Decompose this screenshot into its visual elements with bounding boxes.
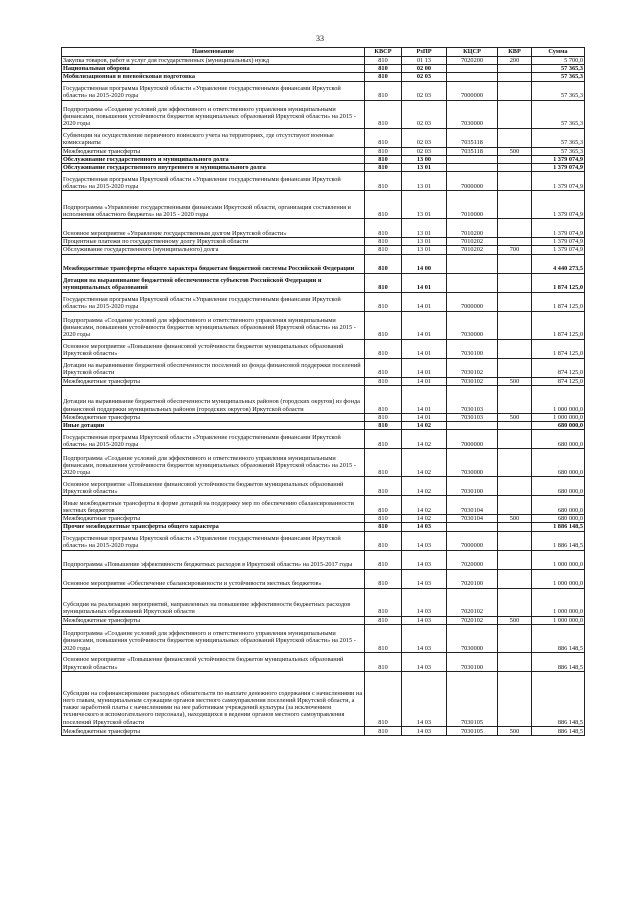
cell-kvsr: 810 [365, 273, 402, 292]
table-row [62, 81, 585, 100]
cell-rzpr: 14 03 [402, 550, 447, 569]
cell-name: Государственная программа Иркутской области «Управление государственными финансами Иркутской области» на 2015-2020 годы [62, 531, 365, 550]
table-row [62, 100, 585, 128]
cell-sum: 886 148,5 [532, 671, 585, 726]
cell-name: Закупка товаров, работ и услуг для государственных (муниципальных) нужд [62, 57, 365, 65]
cell-kcsr [447, 422, 498, 430]
cell-kcsr: 7020200 [447, 57, 498, 65]
cell-kvsr: 810 [365, 57, 402, 65]
cell-rzpr: 14 03 [402, 523, 447, 531]
cell-kvr [498, 523, 532, 531]
table-row [62, 413, 585, 421]
cell-kvr: 500 [498, 413, 532, 421]
cell-kvr [498, 219, 532, 238]
table-row [62, 496, 585, 515]
cell-kvsr: 810 [365, 726, 402, 735]
table-row [62, 147, 585, 155]
table-row [62, 588, 585, 616]
cell-sum: 1 379 074,9 [532, 172, 585, 191]
cell-kvr [498, 164, 532, 172]
cell-name: Процентные платежи по государственному долгу Иркутской области [62, 238, 365, 246]
cell-kvr [498, 496, 532, 515]
cell-kcsr [447, 273, 498, 292]
cell-rzpr: 14 03 [402, 569, 447, 588]
cell-sum: 1 000 000,0 [532, 413, 585, 421]
cell-kcsr: 7000000 [447, 172, 498, 191]
cell-sum: 1 874 125,0 [532, 273, 585, 292]
table-row [62, 515, 585, 523]
table-row [62, 377, 585, 385]
cell-name: Дотации на выравнивание бюджетной обеспеченности субъектов Российской Федерации и муниципальных образований [62, 273, 365, 292]
cell-name: Государственная программа Иркутской области «Управление государственными финансами Иркутской области» на 2015-2020 годы [62, 292, 365, 311]
table-row [62, 246, 585, 254]
cell-sum: 1 000 000,0 [532, 385, 585, 413]
cell-kvr [498, 254, 532, 273]
cell-rzpr: 14 03 [402, 652, 447, 671]
cell-sum: 1 886 148,5 [532, 531, 585, 550]
cell-sum: 680 000,0 [532, 430, 585, 449]
cell-kvsr: 810 [365, 496, 402, 515]
cell-sum: 57 365,3 [532, 128, 585, 147]
cell-kvr [498, 311, 532, 339]
cell-rzpr: 14 02 [402, 515, 447, 523]
table-row [62, 219, 585, 238]
cell-kvr [498, 73, 532, 81]
cell-sum: 1 379 074,9 [532, 238, 585, 246]
cell-kvr: 500 [498, 147, 532, 155]
cell-rzpr: 14 01 [402, 358, 447, 377]
cell-sum: 680 000,0 [532, 496, 585, 515]
cell-kvsr: 810 [365, 254, 402, 273]
cell-rzpr: 14 02 [402, 477, 447, 496]
cell-kcsr: 7030102 [447, 377, 498, 385]
cell-kvsr: 810 [365, 311, 402, 339]
table-body [62, 57, 585, 736]
cell-kvsr: 810 [365, 73, 402, 81]
cell-kcsr: 7030105 [447, 726, 498, 735]
header-kvr: КВР [498, 48, 532, 57]
table-row [62, 430, 585, 449]
cell-kcsr: 7010202 [447, 238, 498, 246]
cell-kcsr: 7020102 [447, 616, 498, 624]
cell-sum: 680 000,0 [532, 515, 585, 523]
cell-rzpr: 14 01 [402, 292, 447, 311]
cell-name: Национальная оборона [62, 65, 365, 73]
table-row [62, 57, 585, 65]
cell-name: Субвенции на осуществление первичного воинского учета на территориях, где отсутствуют военные комиссариаты [62, 128, 365, 147]
cell-kcsr: 7020000 [447, 550, 498, 569]
cell-sum: 1 874 125,0 [532, 311, 585, 339]
cell-name: Основное мероприятие «Повышение финансовой устойчивости бюджетов муниципальных образований Иркутской области» [62, 477, 365, 496]
cell-sum: 57 365,3 [532, 147, 585, 155]
cell-kvsr: 810 [365, 246, 402, 254]
table-row [62, 550, 585, 569]
cell-sum: 1 379 074,9 [532, 246, 585, 254]
cell-rzpr: 14 01 [402, 413, 447, 421]
cell-rzpr: 13 01 [402, 246, 447, 254]
cell-kcsr [447, 254, 498, 273]
cell-rzpr: 13 01 [402, 219, 447, 238]
cell-kcsr: 7030104 [447, 496, 498, 515]
cell-rzpr: 02 03 [402, 73, 447, 81]
cell-name: Межбюджетные трансферты [62, 726, 365, 735]
table-row [62, 155, 585, 163]
cell-name: Субсидия на реализацию мероприятий, направленных на повышение эффективности бюджетных расходов муниципальных образований Иркутской области [62, 588, 365, 616]
cell-kcsr: 7035118 [447, 128, 498, 147]
cell-name: Основное мероприятие «Обеспечение сбалансированности и устойчивости местных бюджетов» [62, 569, 365, 588]
cell-kvsr: 810 [365, 652, 402, 671]
cell-name: Государственная программа Иркутской области «Управление государственными финансами Иркутской области» на 2015-2020 годы [62, 172, 365, 191]
table-row [62, 254, 585, 273]
cell-kvsr: 810 [365, 569, 402, 588]
cell-rzpr: 13 01 [402, 172, 447, 191]
table-header-row [62, 48, 585, 57]
table-row [62, 172, 585, 191]
cell-name: Подпрограмма «Повышение эффективности бюджетных расходов в Иркутской области» на 2015-2017 годы [62, 550, 365, 569]
table-row [62, 65, 585, 73]
cell-kvsr: 810 [365, 385, 402, 413]
cell-kvsr: 810 [365, 588, 402, 616]
cell-name: Прочие межбюджетные трансферты общего характера [62, 523, 365, 531]
cell-sum: 57 365,3 [532, 65, 585, 73]
table-row [62, 422, 585, 430]
cell-kvr [498, 292, 532, 311]
cell-sum: 886 148,5 [532, 726, 585, 735]
cell-kcsr: 7030103 [447, 413, 498, 421]
cell-kvsr: 810 [365, 81, 402, 100]
cell-sum: 886 148,5 [532, 652, 585, 671]
cell-sum: 1 000 000,0 [532, 569, 585, 588]
cell-name: Межбюджетные трансферты общего характера бюджетам бюджетной системы Российской Федерации [62, 254, 365, 273]
table-row [62, 73, 585, 81]
cell-kvr [498, 652, 532, 671]
cell-sum: 5 700,0 [532, 57, 585, 65]
table-row [62, 292, 585, 311]
cell-name: Подпрограмма «Создание условий для эффективного и ответственного управления муниципальными финансами, повышения устойчивости бюджетов муниципальных образований Иркутской области» на 2015 - 2020 годы [62, 449, 365, 477]
cell-name: Дотации на выравнивание бюджетной обеспеченности муниципальных районов (городских округов) из фонда финансовой поддержки муниципальных районов (городских округов) Иркутской области [62, 385, 365, 413]
cell-name: Обслуживание государственного внутреннего и муниципального долга [62, 164, 365, 172]
header-kvsr: КВСР [365, 48, 402, 57]
cell-sum: 1 000 000,0 [532, 588, 585, 616]
table-row [62, 358, 585, 377]
cell-kvsr: 810 [365, 147, 402, 155]
cell-kcsr: 7010200 [447, 219, 498, 238]
header-kcsr: КЦСР [447, 48, 498, 57]
cell-name: Основное мероприятие «Управление государственным долгом Иркутской области» [62, 219, 365, 238]
cell-kcsr: 7030000 [447, 311, 498, 339]
cell-kvsr: 810 [365, 128, 402, 147]
header-rzpr: РзПР [402, 48, 447, 57]
cell-kvr: 700 [498, 246, 532, 254]
cell-name: Межбюджетные трансферты [62, 413, 365, 421]
table-row [62, 569, 585, 588]
cell-rzpr: 02 00 [402, 65, 447, 73]
cell-rzpr: 01 13 [402, 57, 447, 65]
cell-name: Дотации на выравнивание бюджетной обеспеченности поселений из фонда финансовой поддержки поселений Иркутской области [62, 358, 365, 377]
cell-kvsr: 810 [365, 191, 402, 219]
cell-kvsr: 810 [365, 65, 402, 73]
cell-rzpr: 14 01 [402, 311, 447, 339]
table-row [62, 671, 585, 726]
cell-kvr [498, 128, 532, 147]
cell-kvsr: 810 [365, 515, 402, 523]
table-row [62, 191, 585, 219]
cell-rzpr: 14 03 [402, 671, 447, 726]
cell-kcsr: 7000000 [447, 81, 498, 100]
header-name: Наименование [62, 48, 365, 57]
cell-name: Государственная программа Иркутской области «Управление государственными финансами Иркутской области» на 2015-2020 годы [62, 430, 365, 449]
table-row [62, 273, 585, 292]
cell-rzpr: 13 00 [402, 155, 447, 163]
cell-sum: 1 886 148,5 [532, 523, 585, 531]
cell-kvr [498, 671, 532, 726]
cell-kvsr: 810 [365, 449, 402, 477]
table-row [62, 726, 585, 735]
cell-kvsr: 810 [365, 422, 402, 430]
cell-kvr [498, 588, 532, 616]
cell-name: Иные дотации [62, 422, 365, 430]
cell-kcsr [447, 155, 498, 163]
cell-rzpr: 14 01 [402, 385, 447, 413]
cell-name: Основное мероприятие «Повышение финансовой устойчивости бюджетов муниципальных образований Иркутской области» [62, 339, 365, 358]
table-row [62, 523, 585, 531]
cell-kcsr: 7010202 [447, 246, 498, 254]
cell-kvsr: 810 [365, 523, 402, 531]
cell-rzpr: 02 03 [402, 81, 447, 100]
cell-kvr [498, 422, 532, 430]
cell-kvr [498, 624, 532, 652]
cell-kvr [498, 100, 532, 128]
cell-kvr [498, 339, 532, 358]
cell-kvr [498, 273, 532, 292]
cell-sum: 1 874 125,0 [532, 339, 585, 358]
cell-sum: 1 874 125,0 [532, 292, 585, 311]
cell-kvr: 500 [498, 726, 532, 735]
cell-name: Подпрограмма «Создание условий для эффективного и ответственного управления муниципальными финансами, повышения устойчивости бюджетов муниципальных образований Иркутской области» на 2015 - 2020 годы [62, 311, 365, 339]
cell-name: Мобилизационная и вневойсковая подготовка [62, 73, 365, 81]
cell-name: Межбюджетные трансферты [62, 377, 365, 385]
cell-kvsr: 810 [365, 413, 402, 421]
cell-kcsr [447, 164, 498, 172]
cell-sum: 886 148,5 [532, 624, 585, 652]
cell-kcsr: 7035118 [447, 147, 498, 155]
page-number: 33 [316, 34, 324, 43]
table-row [62, 449, 585, 477]
table-row [62, 477, 585, 496]
cell-name: Субсидии на софинансирование расходных обязательств по выплате денежного содержания с начислениями на него главам, муниципальным служащим органов местного самоуправления поселений Иркутской области, а также заработной платы с начислениями на нее работникам учреждений культуры (за исключением технического и вспомогательного персонала), находящихся в ведении органов местного самоуправления поселений Иркутской области [62, 671, 365, 726]
cell-sum: 874 125,0 [532, 358, 585, 377]
cell-name: Подпрограмма «Создание условий для эффективного и ответственного управления муниципальными финансами, повышения устойчивости бюджетов муниципальных образований Иркутской области» на 2015 - 2020 годы [62, 624, 365, 652]
cell-rzpr: 14 02 [402, 449, 447, 477]
cell-sum: 1 000 000,0 [532, 616, 585, 624]
cell-kcsr: 7030103 [447, 385, 498, 413]
table-row [62, 339, 585, 358]
cell-name: Обслуживание государственного (муниципального) долга [62, 246, 365, 254]
cell-kvsr: 810 [365, 430, 402, 449]
cell-kvsr: 810 [365, 616, 402, 624]
table-row [62, 311, 585, 339]
cell-kvsr: 810 [365, 624, 402, 652]
table-row [62, 616, 585, 624]
cell-kcsr: 7000000 [447, 531, 498, 550]
table-row [62, 164, 585, 172]
cell-kvr: 500 [498, 515, 532, 523]
cell-kvr [498, 430, 532, 449]
cell-sum: 4 440 273,5 [532, 254, 585, 273]
cell-kcsr: 7000000 [447, 292, 498, 311]
cell-kvsr: 810 [365, 164, 402, 172]
cell-kvsr: 810 [365, 238, 402, 246]
cell-rzpr: 14 03 [402, 616, 447, 624]
cell-sum: 680 000,0 [532, 422, 585, 430]
cell-name: Государственная программа Иркутской области «Управление государственными финансами Иркутской области» на 2015-2020 годы [62, 81, 365, 100]
cell-kcsr: 7030105 [447, 671, 498, 726]
cell-kvr [498, 569, 532, 588]
cell-sum: 57 365,3 [532, 100, 585, 128]
cell-kvr: 500 [498, 377, 532, 385]
cell-sum: 874 125,0 [532, 377, 585, 385]
cell-rzpr: 14 02 [402, 422, 447, 430]
table-row [62, 652, 585, 671]
cell-kvr [498, 531, 532, 550]
cell-sum: 1 379 074,9 [532, 219, 585, 238]
cell-kvr: 500 [498, 616, 532, 624]
cell-kcsr: 7030100 [447, 339, 498, 358]
cell-kcsr: 7030100 [447, 477, 498, 496]
cell-name: Межбюджетные трансферты [62, 616, 365, 624]
table-row [62, 385, 585, 413]
table-row [62, 238, 585, 246]
cell-kvsr: 810 [365, 339, 402, 358]
cell-rzpr: 14 01 [402, 377, 447, 385]
cell-rzpr: 02 03 [402, 128, 447, 147]
cell-sum: 1 379 074,9 [532, 155, 585, 163]
cell-name: Межбюджетные трансферты [62, 147, 365, 155]
cell-kcsr: 7020102 [447, 588, 498, 616]
cell-kvsr: 810 [365, 377, 402, 385]
cell-kcsr: 7020100 [447, 569, 498, 588]
cell-name: Основное мероприятие «Повышение финансовой устойчивости бюджетов муниципальных образований Иркутской области» [62, 652, 365, 671]
cell-kvsr: 810 [365, 100, 402, 128]
cell-sum: 57 365,3 [532, 81, 585, 100]
cell-kvr: 200 [498, 57, 532, 65]
cell-kcsr: 7030102 [447, 358, 498, 377]
cell-sum: 1 379 074,9 [532, 164, 585, 172]
cell-kvsr: 810 [365, 292, 402, 311]
cell-kvr [498, 81, 532, 100]
cell-kvr [498, 191, 532, 219]
cell-rzpr: 13 01 [402, 164, 447, 172]
cell-sum: 680 000,0 [532, 477, 585, 496]
cell-kcsr [447, 523, 498, 531]
cell-sum: 1 379 074,9 [532, 191, 585, 219]
cell-kvr [498, 477, 532, 496]
cell-kvsr: 810 [365, 477, 402, 496]
cell-kvr [498, 238, 532, 246]
cell-rzpr: 02 03 [402, 100, 447, 128]
cell-rzpr: 14 00 [402, 254, 447, 273]
cell-kvr [498, 358, 532, 377]
cell-kvr [498, 172, 532, 191]
cell-kcsr: 7000000 [447, 430, 498, 449]
cell-kvsr: 810 [365, 219, 402, 238]
cell-kvsr: 810 [365, 531, 402, 550]
cell-name: Подпрограмма «Создание условий для эффективного и ответственного управления муниципальными финансами, повышения устойчивости бюджетов муниципальных образований Иркутской области» на 2015 - 2020 годы [62, 100, 365, 128]
cell-sum: 1 000 000,0 [532, 550, 585, 569]
cell-rzpr: 14 02 [402, 496, 447, 515]
budget-table [61, 47, 585, 736]
cell-kvr [498, 65, 532, 73]
cell-kvsr: 810 [365, 155, 402, 163]
cell-kcsr: 7030000 [447, 624, 498, 652]
cell-rzpr: 13 01 [402, 238, 447, 246]
cell-rzpr: 14 03 [402, 726, 447, 735]
cell-kvsr: 810 [365, 358, 402, 377]
cell-rzpr: 14 03 [402, 624, 447, 652]
cell-kcsr: 7030000 [447, 449, 498, 477]
cell-kvsr: 810 [365, 172, 402, 191]
cell-kvr [498, 550, 532, 569]
cell-kcsr: 7030104 [447, 515, 498, 523]
cell-rzpr: 13 01 [402, 191, 447, 219]
cell-kvr [498, 155, 532, 163]
cell-rzpr: 14 01 [402, 273, 447, 292]
table-row [62, 531, 585, 550]
cell-kcsr: 7010000 [447, 191, 498, 219]
cell-kvsr: 810 [365, 671, 402, 726]
cell-kcsr: 7030100 [447, 652, 498, 671]
cell-rzpr: 02 03 [402, 147, 447, 155]
cell-kvsr: 810 [365, 550, 402, 569]
cell-rzpr: 14 03 [402, 531, 447, 550]
table-row [62, 128, 585, 147]
cell-rzpr: 14 03 [402, 588, 447, 616]
cell-kvr [498, 385, 532, 413]
cell-kcsr [447, 73, 498, 81]
cell-name: Подпрограмма «Управление государственными финансами Иркутской области, организация составления и исполнения областного бюджета» на 2015 - 2020 годы [62, 191, 365, 219]
cell-sum: 680 000,0 [532, 449, 585, 477]
cell-kcsr [447, 65, 498, 73]
cell-sum: 57 365,3 [532, 73, 585, 81]
cell-rzpr: 14 02 [402, 430, 447, 449]
cell-kvr [498, 449, 532, 477]
cell-kcsr: 7030000 [447, 100, 498, 128]
cell-name: Иные межбюджетные трансферты в форме дотаций на поддержку мер по обеспечению сбалансированности местных бюджетов [62, 496, 365, 515]
cell-rzpr: 14 01 [402, 339, 447, 358]
cell-name: Межбюджетные трансферты [62, 515, 365, 523]
table-row [62, 624, 585, 652]
cell-name: Обслуживание государственного и муниципального долга [62, 155, 365, 163]
header-sum: Сумма [532, 48, 585, 57]
